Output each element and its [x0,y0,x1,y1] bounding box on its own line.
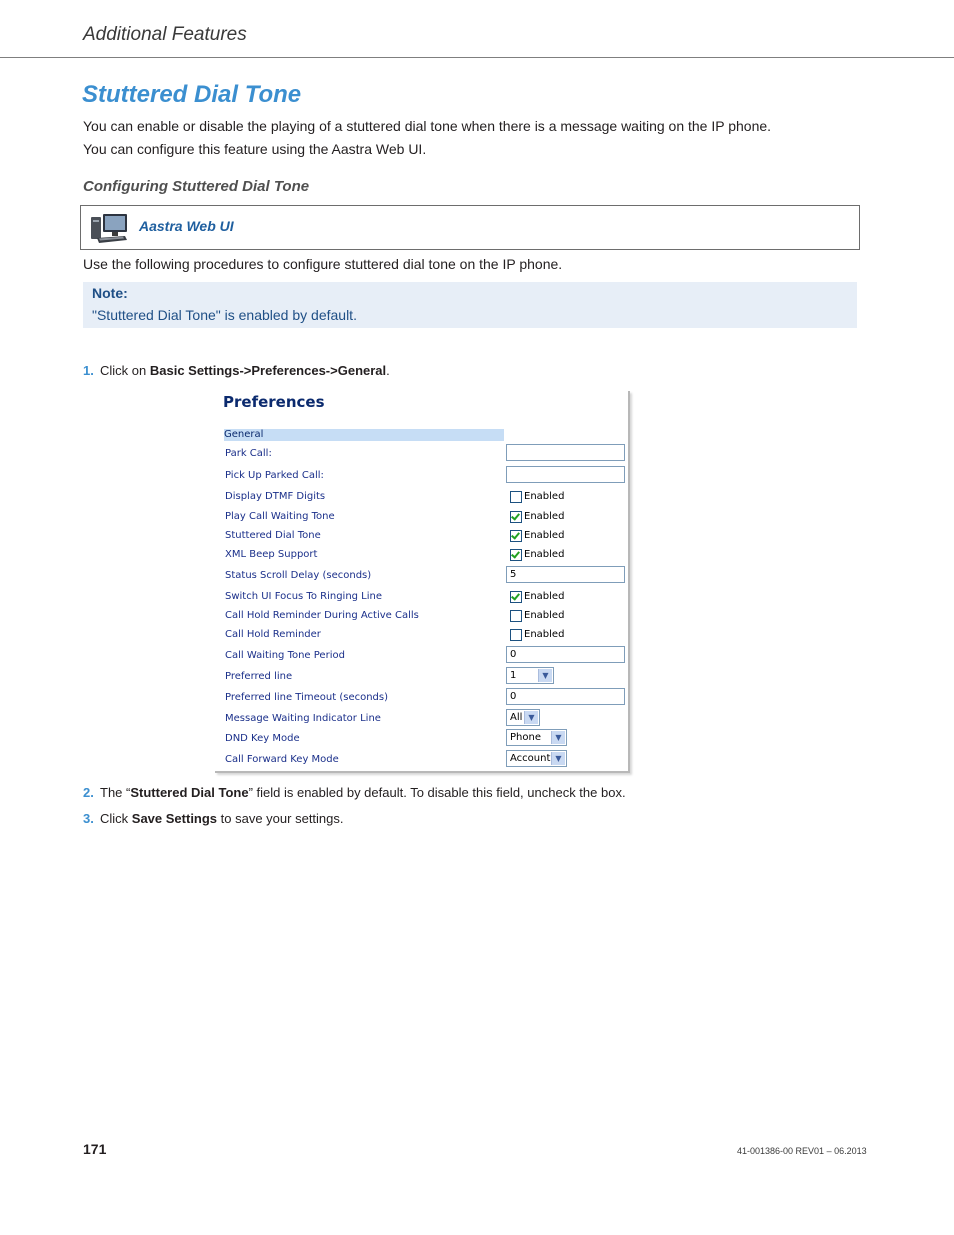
checkbox-unchecked[interactable] [510,629,522,641]
step-2 [83,784,626,802]
note-label: Note: [92,285,128,301]
chevron-down-icon[interactable]: ▼ [538,669,552,682]
preferences-title: Preferences [223,393,325,411]
step-text-end: ” field is enabled by default. To disable this field, uncheck the box. [248,785,626,800]
checkbox-unchecked[interactable] [510,610,522,622]
page-number: 171 [83,1141,107,1157]
step-1 [83,362,390,380]
pref-label: Call Hold Reminder During Active Calls [225,610,419,621]
intro-paragraph-2: You can configure this feature using the Aastra Web UI. [83,141,427,157]
select-value: Account [510,753,551,764]
checkbox-checked[interactable] [510,591,522,603]
pref-select[interactable] [506,750,567,767]
aastra-web-ui-label: Aastra Web UI [139,218,234,234]
step-number: 2. [83,785,94,800]
pref-select[interactable] [506,729,567,746]
procedure-intro: Use the following procedures to configure stuttered dial tone on the IP phone. [83,256,563,272]
checkbox-label: Enabled [524,549,565,560]
checkbox-label: Enabled [524,591,565,602]
pref-label: Park Call: [225,448,272,459]
pref-select[interactable] [506,667,554,684]
select-value: 1 [510,670,517,681]
chevron-down-icon[interactable]: ▼ [524,711,538,724]
pref-text-input[interactable]: 0 [506,646,625,663]
step-text: The “ [100,785,131,800]
step-bold-text: Basic Settings->Preferences->General [149,363,387,378]
step-bold-text: Save Settings [131,811,218,826]
checkbox-checked[interactable] [510,549,522,561]
select-value: All [510,712,523,723]
preferences-section-general: General [224,429,504,441]
checkbox-label: Enabled [524,511,565,522]
pref-label: Pick Up Parked Call: [225,470,324,481]
sub-heading: Configuring Stuttered Dial Tone [83,178,310,195]
note-box [83,282,857,328]
step-text-end: . [386,363,390,378]
section-title: Stuttered Dial Tone [82,81,302,108]
pref-label: DND Key Mode [225,733,300,744]
computer-icon [89,212,129,244]
step-bold-text: Stuttered Dial Tone [130,785,249,800]
preferences-screenshot [215,391,630,773]
checkbox-unchecked[interactable] [510,491,522,503]
running-header: Additional Features [83,24,247,45]
step-text-end: to save your settings. [217,811,344,826]
pref-text-input[interactable] [506,466,625,483]
pref-label: Call Forward Key Mode [225,754,339,765]
chevron-down-icon[interactable]: ▼ [551,752,565,765]
step-3 [83,810,344,828]
checkbox-label: Enabled [524,610,565,621]
note-text: "Stuttered Dial Tone" is enabled by default. [92,307,357,323]
pref-text-input[interactable]: 5 [506,566,625,583]
pref-select[interactable] [506,709,540,726]
pref-label: Call Waiting Tone Period [225,650,345,661]
pref-text-input[interactable]: 0 [506,688,625,705]
pref-text-input[interactable] [506,444,625,461]
intro-paragraph-1: You can enable or disable the playing of a stuttered dial tone when there is a message waiting on the IP phone. [83,118,772,134]
pref-label: XML Beep Support [225,549,318,560]
checkbox-label: Enabled [524,629,565,640]
checkbox-label: Enabled [524,530,565,541]
step-number: 1. [83,363,94,378]
step-text: Click on [100,363,150,378]
checkbox-checked[interactable] [510,530,522,542]
pref-label: Call Hold Reminder [225,629,321,640]
pref-label: Message Waiting Indicator Line [225,713,381,724]
checkbox-checked[interactable] [510,511,522,523]
step-number: 3. [83,811,94,826]
pref-label: Display DTMF Digits [225,491,326,502]
pref-label: Preferred line Timeout (seconds) [225,692,389,703]
pref-label: Status Scroll Delay (seconds) [225,570,372,581]
header-rule [0,57,954,58]
pref-label: Preferred line [225,671,293,682]
document-id: 41-001386-00 REV01 – 06.2013 [737,1146,867,1156]
aastra-web-ui-box [80,205,860,250]
checkbox-label: Enabled [524,491,565,502]
select-value: Phone [510,732,541,743]
step-text: Click [100,811,132,826]
pref-label: Stuttered Dial Tone [225,530,321,541]
chevron-down-icon[interactable]: ▼ [551,731,565,744]
pref-label: Switch UI Focus To Ringing Line [225,591,383,602]
pref-label: Play Call Waiting Tone [225,511,335,522]
